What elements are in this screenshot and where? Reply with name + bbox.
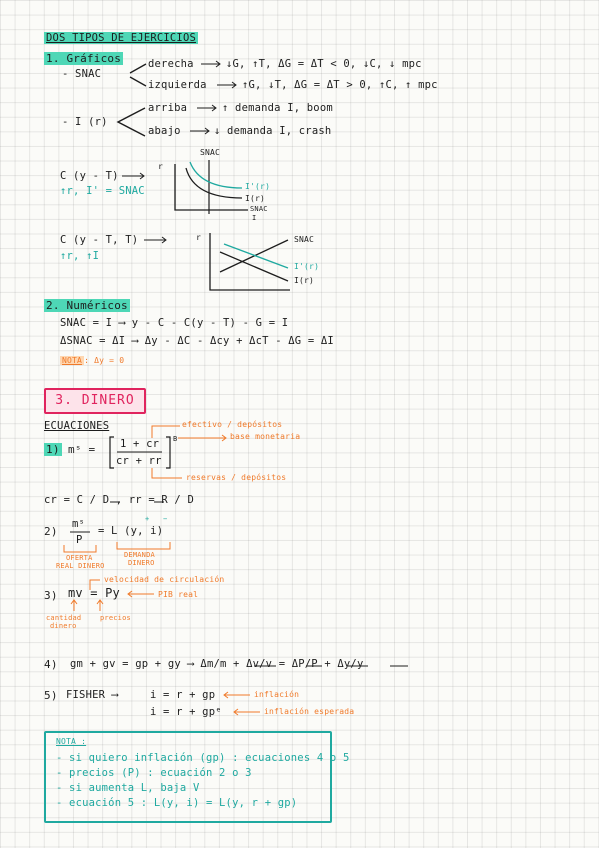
eq-4-equation: gm + gv = gp + gy ⟶ Δm/m + Δv/v = ΔP/P + Δy/y: [70, 658, 364, 670]
arriba-label: arriba: [148, 102, 188, 114]
derecha-effect: ↓G, ↑T, ΔG = ΔT < 0, ↓C, ↓ mpc: [226, 58, 422, 70]
arriba-effect: ↑ demanda I, boom: [222, 102, 333, 114]
note-item: - ecuación 5 : L(y, i) = L(y, r + gp): [56, 797, 298, 809]
izquierda-label: izquierda: [148, 79, 207, 91]
derecha-label: derecha: [148, 58, 194, 70]
eq-3-cantidad: cantidad: [46, 614, 82, 622]
eq-2-number: 2): [44, 525, 58, 538]
note-item: - si aumenta L, baja V: [56, 782, 200, 794]
heading-text: DOS TIPOS DE EJERCICIOS: [46, 32, 196, 44]
graph-1-i-bottom: I: [252, 214, 257, 222]
numeric-note-label: NOTA: [62, 356, 83, 365]
section-3-title: 3. DINERO: [44, 388, 146, 414]
eq-2-plus-sign: +: [145, 515, 150, 523]
numeric-note-text: : Δy = 0: [84, 356, 125, 365]
graph-2-i-prime: I'(r): [294, 262, 320, 271]
graph-1-equation: C (y - T): [60, 170, 119, 182]
eq-2-oferta-label: OFERTA: [66, 554, 93, 562]
graph-1-axis-label: r: [158, 162, 164, 171]
izquierda-effect: ↑G, ↓T, ΔG = ΔT > 0, ↑C, ↑ mpc: [242, 79, 438, 91]
cr-rr-equation: cr = C / D , rr = R / D: [44, 494, 194, 506]
graph-2-axis-label: r: [196, 233, 202, 242]
snac-label: - SNAC: [62, 68, 102, 80]
graph-1-snac-top: SNAC: [200, 148, 221, 157]
graph-2-snac: SNAC: [294, 235, 315, 244]
note-item: - si quiero inflación (gp) : ecuaciones 4 o 5: [56, 752, 350, 764]
eq-4-number: 4): [44, 658, 58, 671]
eq-2-numerator: mˢ: [72, 518, 86, 530]
abajo-effect: ↓ demanda I, crash: [214, 125, 332, 137]
eq-5-label: FISHER ⟶: [66, 689, 119, 701]
graph-1-snac: SNAC: [250, 205, 268, 213]
eq-3-velocity: velocidad de circulación: [104, 575, 225, 584]
numeric-note: [60, 356, 124, 365]
section-1-title-text: 1. Gráficos: [46, 52, 122, 65]
eq-1-number-text: 1): [46, 443, 60, 456]
numeric-eq-2: ΔSNAC = ΔI ⟶ Δy - ΔC - Δcy + ΔcT - ΔG = ΔI: [60, 335, 334, 347]
eq-1-base: B: [173, 435, 178, 443]
ir-label: - I (r): [62, 116, 108, 128]
eq-1-numerator: 1 + cr: [120, 438, 160, 450]
section-2-title-text: 2. Numéricos: [46, 299, 128, 312]
eq-1-number: [44, 443, 62, 456]
eq-3-equation: mv = Py: [68, 586, 120, 600]
ecuaciones-label: ECUACIONES: [44, 420, 110, 432]
graph-1-i-prime: I'(r): [245, 182, 271, 191]
eq-1-denominator: cr + rr: [116, 455, 162, 467]
graph-2-i: I(r): [294, 276, 315, 285]
note-title: NOTA :: [56, 737, 87, 746]
eq-2-minus-sign: −: [163, 515, 168, 523]
section-2-title: [44, 299, 130, 312]
graph-1-i: I(r): [245, 194, 266, 203]
numeric-eq-1: SNAC = I ⟶ y - C - C(y - T) - G = I: [60, 317, 289, 329]
eq-2-demanda-label-2: DINERO: [128, 559, 155, 567]
eq-5-equation-1: i = r + gp: [150, 689, 216, 701]
eq-2-denominator: P: [76, 534, 83, 546]
eq-2-oferta-label-2: REAL DINERO: [56, 562, 105, 570]
eq-5-annotation-2: inflación esperada: [264, 707, 355, 716]
eq-3-number: 3): [44, 589, 58, 602]
graph-1-note: ↑r, I' = SNAC: [60, 185, 145, 197]
graph-2-note: ↑r, ↑I: [60, 250, 100, 262]
eq-5-annotation-1: inflación: [254, 690, 300, 699]
abajo-label: abajo: [148, 125, 181, 137]
eq-1-annotation-2: base monetaria: [230, 432, 301, 441]
note-item: - precios (P) : ecuación 2 o 3: [56, 767, 252, 779]
page-heading: [44, 32, 198, 44]
eq-1-lhs: mˢ =: [68, 443, 96, 456]
eq-3-precios: precios: [100, 614, 131, 622]
eq-1-annotation-3: reservas / depósitos: [186, 473, 287, 482]
eq-3-cantidad-2: dinero: [50, 622, 77, 630]
eq-2-demanda-label: DEMANDA: [124, 551, 155, 559]
graph-1: [175, 160, 248, 214]
eq-5-number: 5): [44, 689, 58, 702]
eq-2-rhs: = L (y, i): [98, 525, 164, 537]
eq-1-annotation-1: efectivo / depósitos: [182, 420, 283, 429]
eq-5-equation-2: i = r + gpᵉ: [150, 706, 222, 718]
eq-3-pib: PIB real: [158, 590, 199, 599]
graph-2: [210, 233, 290, 290]
section-1-title: [44, 52, 123, 65]
graph-2-equation: C (y - T, T): [60, 234, 139, 246]
